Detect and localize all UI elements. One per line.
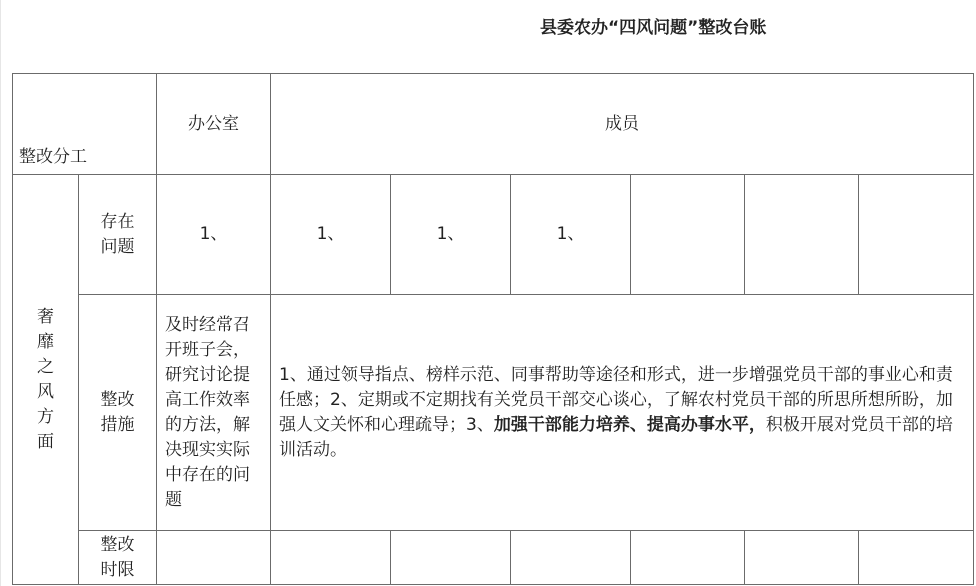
problem-cell-member-4 [631,175,745,295]
office-measures-text: 及时经常召开班子会，研究讨论提高工作效率的方法，解决现实实际中存在的问题 [165,314,250,510]
measures-label-cell [79,295,157,531]
deadline-cell-member-6 [859,531,974,585]
members-label: 成员 [605,113,640,134]
member-measures-cell [271,295,974,531]
deadline-cell-member-3 [511,531,631,585]
problem-cell-member-1: 1、 [271,175,391,295]
deadline-cell-member-4 [631,531,745,585]
deadline-cell-member-5 [745,531,859,585]
problem-cell-member-3: 1、 [511,175,631,295]
deadline-row [13,531,974,585]
office-header-cell [157,74,271,175]
rectification-ledger-table [12,73,974,585]
deadline-cell-office [157,531,271,585]
problem-cell-member-5 [745,175,859,295]
office-label: 办公室 [188,113,239,134]
member-measures-text-1: 1、通过领导指点、榜样示范、同事帮助等途径和形式，进一步增强党员干部的事业心和责任感；2、定期或不定期找有关党员干部交心谈心，了解农村党员干部的所思所想所盼，加强人文关怀和心理疏导；3、 [279,364,953,435]
deadline-label-cell [79,531,157,585]
office-measures-cell [157,295,271,531]
measures-row [13,295,974,531]
category-label: 奢靡之风方面 [37,306,54,452]
problem-cell-office: 1、 [157,175,271,295]
header-row [13,74,974,175]
problem-cell-member-2: 1、 [391,175,511,295]
page-left-border [0,0,1,586]
measures-label: 整改措施 [100,389,135,435]
deadline-label: 整改时限 [100,534,135,580]
division-label: 整改分工 [19,147,87,167]
members-header-cell [271,74,974,175]
member-measures-bold-text: 加强干部能力培养、提高办事水平， [493,414,766,435]
deadline-cell-member-1 [271,531,391,585]
member-measures-text-2: 积极开展对党员干部的培训活动。 [279,414,953,460]
deadline-cell-member-2 [391,531,511,585]
document-title: 县委农办“四风问题”整改台账 [540,18,767,38]
division-header-cell [13,74,157,175]
problems-label: 存在问题 [100,211,135,257]
category-cell [13,175,79,585]
problems-label-cell [79,175,157,295]
problem-cell-member-6 [859,175,974,295]
problems-row [13,175,974,295]
